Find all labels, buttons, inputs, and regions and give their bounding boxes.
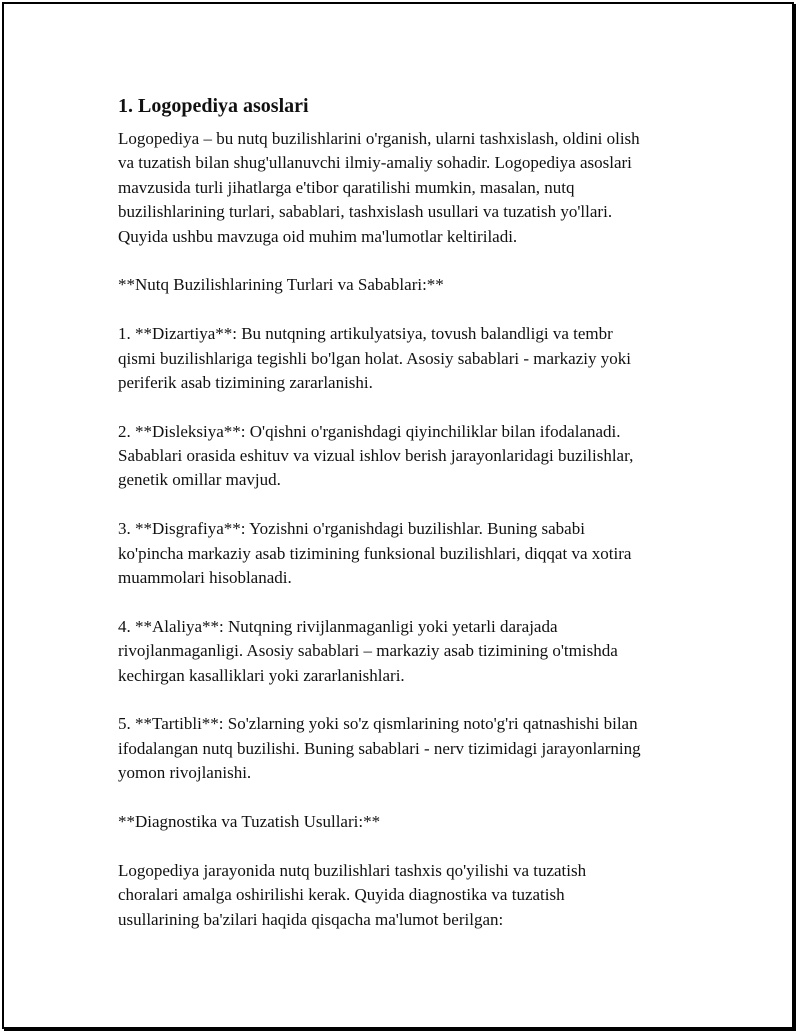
subheading-diagnostics [118,810,708,834]
list-item-disleksiya [118,420,708,493]
closing-paragraph [118,859,708,932]
text-line: buzilishlarining turlari, sabablari, tashxislash usullari va tuzatish yo'llari. [118,202,613,222]
text-line: Logopediya – bu nutq buzilishlarini o'rganish, ularni tashxislash, oldini olish [118,129,640,148]
text-line: yomon rivojlanishi. [118,763,252,783]
text-line: 3. **Disgrafiya**: Yozishni o'rganishdagi buzilishlar. Buning sababi [118,519,585,539]
paragraph-gap [118,590,708,614]
paragraph-gap [118,688,708,712]
text-line: rivojlanmaganligi. Asosiy sabablari – markaziy asab tizimining o'tmishda [118,641,618,661]
text-line: **Diagnostika va Tuzatish Usullari:** [118,811,381,831]
paragraph-gap [118,834,708,858]
paragraph-gap [118,395,708,419]
text-line: **Nutq Buzilishlarining Turlari va Sabablari:** [118,275,444,295]
text-line: 5. **Tartibli**: So'zlarning yoki so'z qismlarining noto'g'ri qatnashishi bilan [118,714,638,734]
text-line: qismi buzilishlariga tegishli bo'lgan holat. Asosiy sabablari - markaziy yoki [118,348,631,368]
text-line: 2. **Disleksiya**: O'qishni o'rganishdagi qiyinchiliklar bilan ifodalanadi. [118,421,621,441]
paragraph-gap [118,493,708,517]
text-line: choralari amalga oshirilishi kerak. Quyida diagnostika va tuzatish [118,885,565,905]
section-heading: 1. Logopediya asoslari [118,95,309,117]
list-item-dizartiya [118,322,708,395]
list-item-disgrafiya [118,517,708,590]
text-line: ko'pincha markaziy asab tizimining funksional buzilishlari, diqqat va xotira [118,543,632,563]
text-line: usullarining ba'zilari haqida qisqacha ma'lumot berilgan: [118,909,504,929]
text-line: kechirgan kasalliklari yoki zararlanishlari. [118,665,405,685]
text-line: 4. **Alaliya**: Nutqning rivijlanmaganligi yoki yetarli darajada [118,616,558,636]
text-line: genetik omillar mavjud. [118,470,281,490]
text-line: periferik asab tizimining zararlanishi. [118,372,373,392]
paragraph-gap [118,298,708,322]
text-line: ifodalangan nutq buzilishi. Buning sabablari - nerv tizimidagi jarayonlarning [118,738,641,758]
text-line: Quyida ushbu mavzuga oid muhim ma'lumotlar keltiriladi. [118,226,518,246]
text-line: va tuzatish bilan shug'ullanuvchi ilmiy-amaliy sohadir. Logopediya asoslari [118,153,632,173]
paragraph-gap [118,249,708,273]
subheading-types-causes [118,273,708,297]
text-line: 1. **Dizartiya**: Bu nutqning artikulyatsiya, tovush balandligi va tembr [118,324,613,344]
list-item-alaliya [118,615,708,688]
text-line: mavzusida turli jihatlarga e'tibor qaratilishi mumkin, masalan, nutq [118,177,575,197]
document-body [118,92,708,932]
intro-paragraph [118,127,708,249]
text-line: muammolari hisoblanadi. [118,568,292,588]
text-line: Logopediya jarayonida nutq buzilishlari tashxis qo'yilishi va tuzatish [118,860,587,880]
paragraph-gap [118,786,708,810]
text-line: Sabablari orasida eshituv va vizual ishlov berish jarayonlaridagi buzilishlar, [118,446,634,466]
list-item-tartibli [118,712,708,785]
